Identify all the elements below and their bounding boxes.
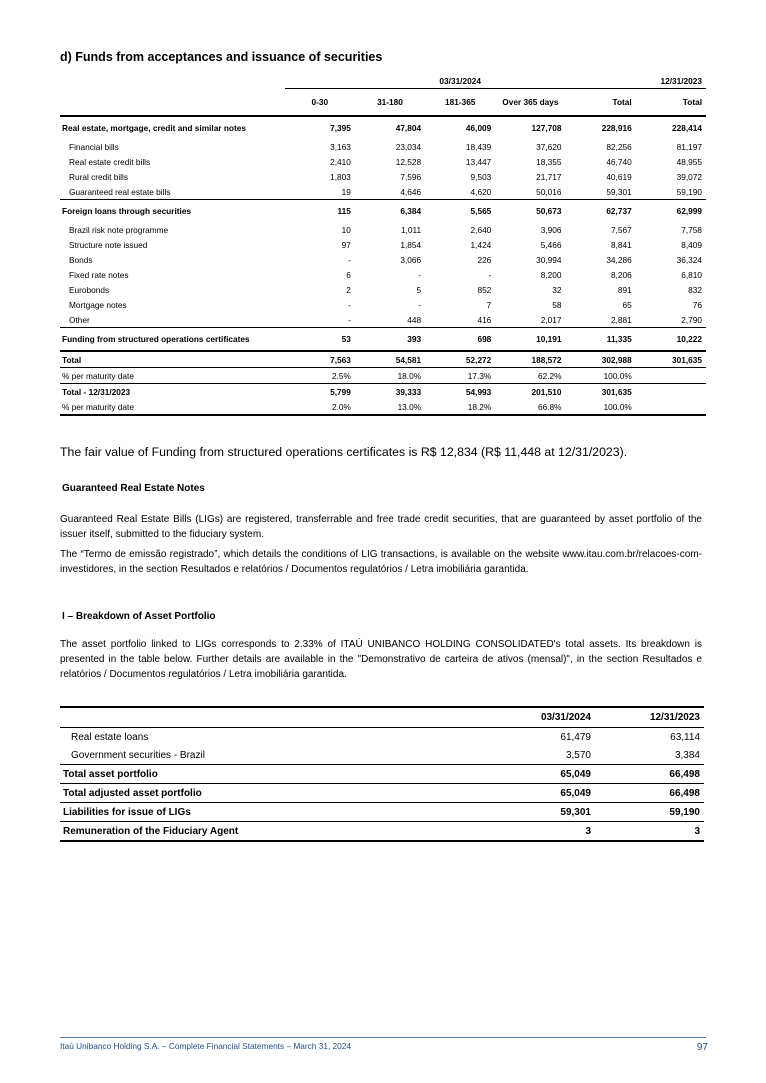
table-cell: 2,790 bbox=[681, 314, 702, 325]
table-cell: 100.0% bbox=[566, 399, 636, 415]
guaranteed-heading: Guaranteed Real Estate Notes bbox=[62, 483, 205, 494]
table-cell: 8,409 bbox=[681, 239, 702, 250]
table-cell: 115 bbox=[285, 200, 355, 223]
row-label: Structure note issued bbox=[69, 239, 148, 250]
table-cell: 2 bbox=[346, 284, 351, 295]
table-cell: 7,567 bbox=[610, 224, 632, 235]
table-row bbox=[60, 252, 706, 267]
row-label: Brazil risk note programme bbox=[69, 224, 169, 235]
table-cell: 39,333 bbox=[355, 384, 425, 400]
total-prior-row bbox=[60, 384, 706, 400]
table-cell: 188,572 bbox=[495, 351, 565, 368]
table-cell: 23,034 bbox=[395, 141, 422, 152]
table-cell bbox=[636, 399, 706, 415]
asset-portfolio-table bbox=[60, 706, 704, 842]
row-label: Total bbox=[60, 351, 285, 368]
table-cell: 81,197 bbox=[676, 141, 702, 152]
table-cell: 37,620 bbox=[536, 141, 562, 152]
asset-row bbox=[60, 746, 704, 765]
table-row bbox=[60, 237, 706, 252]
table-cell: 52,272 bbox=[425, 351, 495, 368]
table-cell: 2,640 bbox=[470, 224, 492, 235]
table-cell: 66.8% bbox=[495, 399, 565, 415]
table-cell: 8,841 bbox=[610, 239, 632, 250]
footer-divider bbox=[60, 1037, 706, 1038]
table-cell: 58 bbox=[552, 299, 562, 310]
table-cell: 5,565 bbox=[425, 200, 495, 223]
table-cell: 1,803 bbox=[330, 171, 351, 182]
table-row bbox=[60, 267, 706, 282]
table-cell: 3 bbox=[470, 822, 595, 842]
table-row bbox=[60, 139, 706, 154]
table-cell: 448 bbox=[407, 314, 422, 325]
breakdown-heading: I – Breakdown of Asset Portfolio bbox=[62, 611, 216, 622]
table-cell: 8,206 bbox=[610, 269, 632, 280]
table-cell: 59,301 bbox=[606, 186, 632, 197]
table-cell: 46,740 bbox=[606, 156, 632, 167]
table-cell: 18.2% bbox=[425, 399, 495, 415]
table-cell bbox=[636, 368, 706, 384]
table-cell: 301,635 bbox=[636, 351, 706, 368]
page-number: 97 bbox=[696, 1042, 708, 1053]
table-cell: 19 bbox=[341, 186, 351, 197]
table-cell: 8,200 bbox=[540, 269, 562, 280]
table-cell: 18.0% bbox=[355, 368, 425, 384]
table-cell: 7,395 bbox=[330, 123, 351, 133]
section-title: d) Funds from acceptances and issuance of securities bbox=[60, 50, 383, 64]
table-cell: 201,510 bbox=[495, 384, 565, 400]
table-cell: 54,993 bbox=[425, 384, 495, 400]
table-cell: 10,191 bbox=[495, 328, 565, 352]
table-row bbox=[60, 282, 706, 297]
row-label: Financial bills bbox=[69, 141, 119, 152]
table-cell: 852 bbox=[477, 284, 492, 295]
pct-row bbox=[60, 368, 706, 384]
asset-table-body bbox=[60, 728, 704, 842]
table-cell: 4,646 bbox=[400, 186, 422, 197]
table-row bbox=[60, 297, 706, 312]
table-cell: 7,596 bbox=[400, 171, 422, 182]
table-cell: 7 bbox=[486, 299, 492, 310]
table-cell: 127,708 bbox=[531, 123, 562, 133]
table-cell: 3 bbox=[595, 822, 704, 842]
table-cell: 59,301 bbox=[470, 803, 595, 822]
table-cell: 53 bbox=[285, 328, 355, 352]
table-cell: 3,906 bbox=[540, 224, 562, 235]
table-cell: - bbox=[348, 299, 351, 310]
table-cell: 62.2% bbox=[495, 368, 565, 384]
table-cell: 30,994 bbox=[536, 254, 562, 265]
table-cell: 65,049 bbox=[470, 765, 595, 784]
table-cell: 302,988 bbox=[566, 351, 636, 368]
table-row bbox=[60, 312, 706, 328]
row-label: Other bbox=[69, 314, 90, 325]
table-cell: 2.0% bbox=[285, 399, 355, 415]
row-label: Funding from structured operations certificates bbox=[60, 328, 285, 352]
table-cell: 2,017 bbox=[540, 314, 562, 325]
table-cell: 2,410 bbox=[330, 156, 351, 167]
row-label: % per maturity date bbox=[60, 368, 285, 384]
table-cell: 97 bbox=[341, 239, 351, 250]
col-header: 12/31/2023 bbox=[595, 707, 704, 728]
table-cell: - bbox=[488, 269, 492, 280]
table-cell: 62,999 bbox=[636, 200, 706, 223]
row-label: Remuneration of the Fiduciary Agent bbox=[60, 822, 470, 842]
asset-row bbox=[60, 765, 704, 784]
period-prior: 12/31/2023 bbox=[636, 74, 706, 89]
table-cell: 832 bbox=[688, 284, 702, 295]
table-row bbox=[60, 184, 706, 200]
col-header: 31-180 bbox=[355, 89, 425, 117]
table-cell: 63,114 bbox=[670, 731, 700, 743]
table-cell: 228,916 bbox=[601, 123, 632, 133]
col-header: Total bbox=[566, 89, 636, 117]
table-row bbox=[60, 154, 706, 169]
row-label: Government securities - Brazil bbox=[71, 749, 205, 761]
table-cell: 891 bbox=[617, 284, 632, 295]
fair-value-note: The fair value of Funding from structured operations certificates is R$ 12,834 (R$ 11,448 at 12/31/2023). bbox=[60, 445, 628, 459]
table-cell: 61,479 bbox=[560, 731, 591, 743]
period-current: 03/31/2024 bbox=[285, 74, 636, 89]
column-header-row bbox=[60, 89, 706, 117]
col-header: 181-365 bbox=[425, 89, 495, 117]
table-cell: 47,804 bbox=[395, 123, 422, 133]
table-cell: 228,414 bbox=[672, 123, 702, 133]
row-label: Bonds bbox=[69, 254, 93, 265]
pct-row bbox=[60, 399, 706, 415]
table-cell: 10,222 bbox=[636, 328, 706, 352]
table-cell: 1,011 bbox=[400, 224, 422, 235]
asset-table-header-row bbox=[60, 707, 704, 728]
asset-row bbox=[60, 784, 704, 803]
table-cell: 100.0% bbox=[566, 368, 636, 384]
group-row bbox=[60, 328, 706, 352]
row-label: Total asset portfolio bbox=[60, 765, 470, 784]
table-cell: 34,286 bbox=[606, 254, 632, 265]
table-cell: 39,072 bbox=[676, 171, 702, 182]
row-label: Mortgage notes bbox=[69, 299, 127, 310]
table-cell: 54,581 bbox=[355, 351, 425, 368]
funds-table bbox=[60, 74, 706, 416]
table-cell: 2.5% bbox=[285, 368, 355, 384]
table-row bbox=[60, 169, 706, 184]
table-cell: 1,854 bbox=[400, 239, 422, 250]
table-cell: 21,717 bbox=[536, 171, 562, 182]
table-cell: 6,384 bbox=[355, 200, 425, 223]
table-cell: 17.3% bbox=[425, 368, 495, 384]
guaranteed-paragraph-2: The “Termo de emissão registrado”, which details the conditions of LIG transactions, is available on the website www.itau.com.br/relacoes-com-investidores, in the section Resultados e relatórios / Documentos regulatórios / Letra imobiliária garantida. bbox=[60, 549, 702, 575]
table-cell: 301,635 bbox=[566, 384, 636, 400]
table-cell: 59,190 bbox=[595, 803, 704, 822]
row-label: Total adjusted asset portfolio bbox=[60, 784, 470, 803]
table-cell: 66,498 bbox=[595, 784, 704, 803]
row-label: Total - 12/31/2023 bbox=[60, 384, 285, 400]
period-header-row bbox=[60, 74, 706, 89]
table-cell: 5,466 bbox=[540, 239, 562, 250]
table-cell: 13.0% bbox=[355, 399, 425, 415]
table-cell: 7,563 bbox=[285, 351, 355, 368]
table-cell: 18,355 bbox=[536, 156, 562, 167]
table-cell bbox=[636, 384, 706, 400]
table-cell: 6 bbox=[346, 269, 351, 280]
table-cell: 76 bbox=[692, 299, 702, 310]
table-cell: 5 bbox=[416, 284, 422, 295]
table-cell: 59,190 bbox=[676, 186, 702, 197]
group-row bbox=[60, 116, 706, 139]
breakdown-paragraph: The asset portfolio linked to LIGs corresponds to 2.33% of ITAÚ UNIBANCO HOLDING CONSOLIDATED's total assets. Its breakdown is presented in the table below. Further details are available in the "Demonstrativo de carteira de ativos (mensal)", in the section Resultados e relatórios / Documentos regulatórios / Letra imobiliária garantida. bbox=[60, 639, 702, 680]
table-cell: 3,163 bbox=[330, 141, 351, 152]
group-row bbox=[60, 200, 706, 223]
table-cell: 3,570 bbox=[565, 749, 591, 761]
table-cell: 82,256 bbox=[606, 141, 632, 152]
table-cell: 3,066 bbox=[400, 254, 422, 265]
table-cell: 13,447 bbox=[465, 156, 492, 167]
table-cell: 48,955 bbox=[676, 156, 702, 167]
table-cell: - bbox=[418, 269, 422, 280]
asset-row bbox=[60, 728, 704, 747]
table-cell: 50,016 bbox=[536, 186, 562, 197]
table-cell: 6,810 bbox=[681, 269, 702, 280]
table-cell: 393 bbox=[355, 328, 425, 352]
table-cell: 416 bbox=[477, 314, 492, 325]
table-cell: - bbox=[348, 254, 351, 265]
footer-text: Itaú Unibanco Holding S.A. – Complete Financial Statements – March 31, 2024 bbox=[60, 1041, 352, 1051]
table-cell: 5,799 bbox=[285, 384, 355, 400]
table-cell: 226 bbox=[477, 254, 492, 265]
total-row bbox=[60, 351, 706, 368]
table-cell: 65 bbox=[622, 299, 632, 310]
table-cell: 50,673 bbox=[495, 200, 565, 223]
row-label: Liabilities for issue of LIGs bbox=[60, 803, 470, 822]
table-cell: 10 bbox=[341, 224, 351, 235]
table-cell: 18,439 bbox=[465, 141, 492, 152]
table-cell: 11,335 bbox=[566, 328, 636, 352]
table-cell: 36,324 bbox=[676, 254, 702, 265]
guaranteed-paragraph-1: Guaranteed Real Estate Bills (LIGs) are registered, transferrable and free trade credit securities, that are guaranteed by asset portfolio of the issuer itself, submitted to the fiduciary system. bbox=[60, 514, 702, 540]
row-label: Fixed rate notes bbox=[69, 269, 129, 280]
col-header: Over 365 days bbox=[495, 89, 565, 117]
funds-table-body bbox=[60, 116, 706, 415]
table-row bbox=[60, 222, 706, 237]
row-label: Real estate credit bills bbox=[69, 156, 151, 167]
table-cell: 2,881 bbox=[610, 314, 632, 325]
table-cell: 3,384 bbox=[674, 749, 700, 761]
row-label: % per maturity date bbox=[60, 399, 285, 415]
row-label: Real estate, mortgage, credit and similar notes bbox=[62, 123, 246, 133]
table-cell: 66,498 bbox=[595, 765, 704, 784]
table-cell: - bbox=[418, 299, 422, 310]
table-cell: 32 bbox=[552, 284, 562, 295]
row-label: Guaranteed real estate bills bbox=[69, 186, 171, 197]
row-label: Eurobonds bbox=[69, 284, 110, 295]
asset-row bbox=[60, 822, 704, 842]
table-cell: 40,619 bbox=[606, 171, 632, 182]
row-label: Rural credit bills bbox=[69, 171, 129, 182]
row-label: Real estate loans bbox=[71, 731, 149, 743]
col-header: Total bbox=[636, 89, 706, 117]
table-cell: 12,528 bbox=[395, 156, 422, 167]
table-cell: 62,737 bbox=[566, 200, 636, 223]
table-cell: 1,424 bbox=[470, 239, 492, 250]
table-cell: 46,009 bbox=[465, 123, 492, 133]
table-cell: 4,620 bbox=[470, 186, 492, 197]
table-cell: 7,758 bbox=[681, 224, 702, 235]
row-label: Foreign loans through securities bbox=[60, 200, 285, 223]
table-cell: 698 bbox=[425, 328, 495, 352]
table-cell: - bbox=[348, 314, 351, 325]
table-cell: 65,049 bbox=[470, 784, 595, 803]
col-header: 03/31/2024 bbox=[470, 707, 595, 728]
asset-row bbox=[60, 803, 704, 822]
table-cell: 9,503 bbox=[470, 171, 492, 182]
col-header: 0-30 bbox=[285, 89, 355, 117]
